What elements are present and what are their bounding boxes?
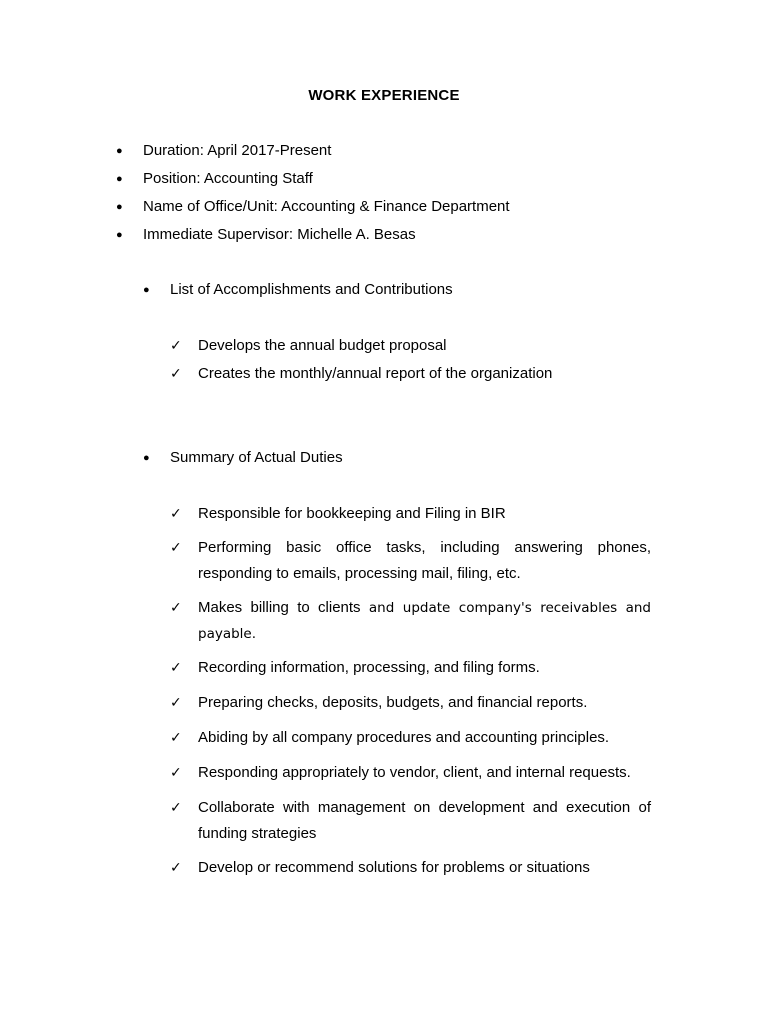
- item-text: [198, 595, 651, 647]
- item-text: Performing basic office tasks, including answering phones, responding to emails, processing mail, filing, etc.: [198, 539, 651, 582]
- checkmark-icon: ✓: [170, 338, 182, 354]
- item-text: Creates the monthly/annual report of the organization: [198, 365, 553, 382]
- item-text-part-alt-font: and update company's receivables and payable.: [198, 600, 652, 642]
- bullet-icon: ●: [143, 452, 150, 464]
- detail-text: Immediate Supervisor: Michelle A. Besas: [143, 226, 416, 243]
- bullet-icon: ●: [116, 173, 123, 185]
- item-text: Develops the annual budget proposal: [198, 337, 447, 354]
- page-title: WORK EXPERIENCE: [308, 87, 460, 104]
- checkmark-icon: ✓: [170, 695, 182, 711]
- section-heading-text: Summary of Actual Duties: [170, 449, 343, 466]
- checkmark-icon: ✓: [170, 800, 182, 816]
- item-text: Recording information, processing, and filing forms.: [198, 659, 540, 676]
- detail-text: Position: Accounting Staff: [143, 170, 313, 187]
- item-text: Abiding by all company procedures and accounting principles.: [198, 729, 610, 746]
- bullet-icon: ●: [116, 229, 123, 241]
- checkmark-icon: ✓: [170, 366, 182, 382]
- checkmark-icon: ✓: [170, 860, 182, 876]
- item-text-part: Makes billing to clients: [198, 599, 361, 616]
- checkmark-icon: ✓: [170, 765, 182, 781]
- checkmark-icon: ✓: [170, 660, 182, 676]
- item-text: Preparing checks, deposits, budgets, and financial reports.: [198, 694, 588, 711]
- checkmark-icon: ✓: [170, 730, 182, 746]
- item-text: Develop or recommend solutions for problems or situations: [198, 859, 590, 876]
- bullet-icon: ●: [116, 145, 123, 157]
- item-text: Responding appropriately to vendor, client, and internal requests.: [198, 764, 631, 781]
- bullet-icon: ●: [143, 284, 150, 296]
- checkmark-icon: ✓: [170, 506, 182, 522]
- section-heading-text: List of Accomplishments and Contributions: [170, 281, 453, 298]
- detail-text: Duration: April 2017-Present: [143, 142, 332, 159]
- detail-text: Name of Office/Unit: Accounting & Finance Department: [143, 198, 510, 215]
- bullet-icon: ●: [116, 201, 123, 213]
- checkmark-icon: ✓: [170, 600, 182, 616]
- item-text: Responsible for bookkeeping and Filing in BIR: [198, 505, 506, 522]
- item-text: Collaborate with management on development and execution of funding strategies: [198, 799, 651, 842]
- checkmark-icon: ✓: [170, 540, 182, 556]
